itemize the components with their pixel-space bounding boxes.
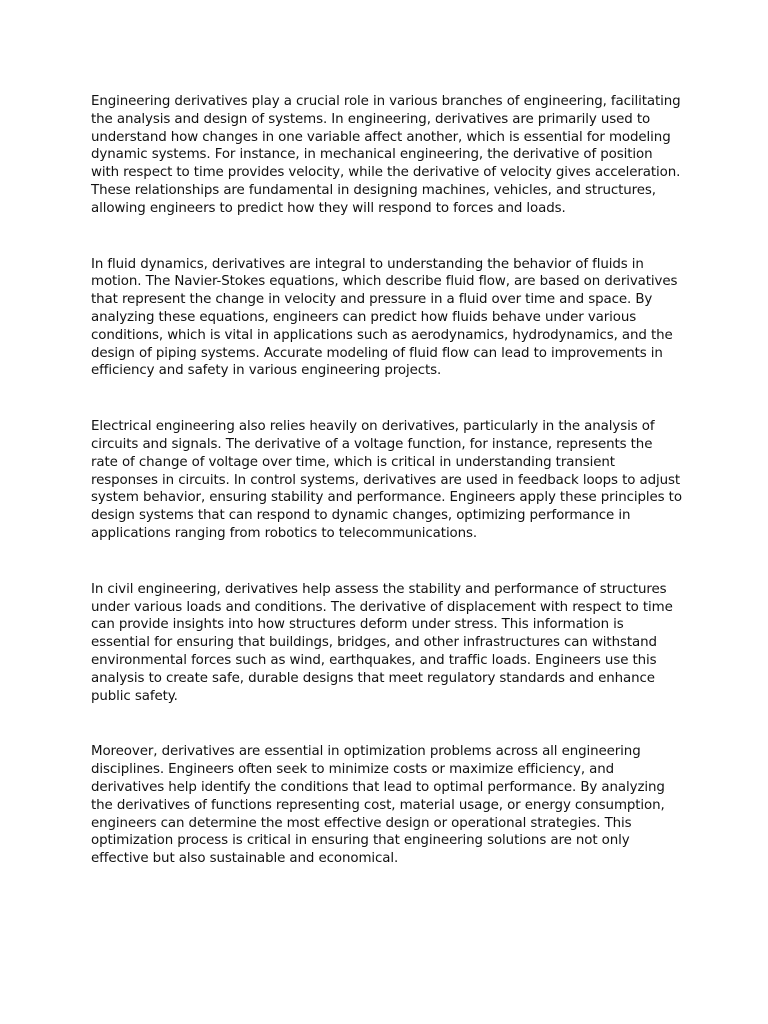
paragraph-fluid-dynamics: In fluid dynamics, derivatives are integral to understanding the behavior of fluids in motion. The Navier-Stokes equations, which describe fluid flow, are based on derivatives that represent the change in velocity and pressure in a fluid over time and space. By analyzing these equations, engineers can predict how fluids behave under various conditions, which is vital in applications such as aerodynamics, hydrodynamics, and the design of piping systems. Accurate modeling of fluid flow can lead to improvements in efficiency and safety in various engineering projects. (91, 256, 678, 379)
paragraph-mechanical: Engineering derivatives play a crucial role in various branches of engineering, facilitating the analysis and design of systems. In engineering, derivatives are primarily used to understand how changes in one variable affect another, which is essential for modeling dynamic systems. For instance, in mechanical engineering, the derivative of position with respect to time provides velocity, while the derivative of velocity gives acceleration. These relationships are fundamental in designing machines, vehicles, and structures, allowing engineers to predict how they will respond to forces and loads. (91, 94, 681, 216)
paragraph-civil: In civil engineering, derivatives help assess the stability and performance of structures under various loads and conditions. The derivative of displacement with respect to time can provide insights into how structures deform under stress. This information is essential for ensuring that buildings, bridges, and other infrastructures can withstand environmental forces such as wind, earthquakes, and traffic loads. Engineers use this analysis to create safe, durable designs that meet regulatory standards and enhance public safety. (91, 581, 673, 704)
paragraph-electrical: Electrical engineering also relies heavily on derivatives, particularly in the analysis of circuits and signals. The derivative of a voltage function, for instance, represents the rate of change of voltage over time, which is critical in understanding transient responses in circuits. In control systems, derivatives are used in feedback loops to adjust system behavior, ensuring stability and performance. Engineers apply these principles to design systems that can respond to dynamic changes, optimizing performance in applications ranging from robotics to telecommunications. (91, 419, 682, 541)
paragraph-optimization: Moreover, derivatives are essential in optimization problems across all engineering disciplines. Engineers often seek to minimize costs or maximize efficiency, and derivatives help identify the conditions that lead to optimal performance. By analyzing the derivatives of functions representing cost, material usage, or energy consumption, engineers can determine the most effective design or operational strategies. This optimization process is critical in ensuring that engineering solutions are not only effective but also sustainable and economical. (91, 744, 665, 867)
document-body (91, 93, 683, 906)
